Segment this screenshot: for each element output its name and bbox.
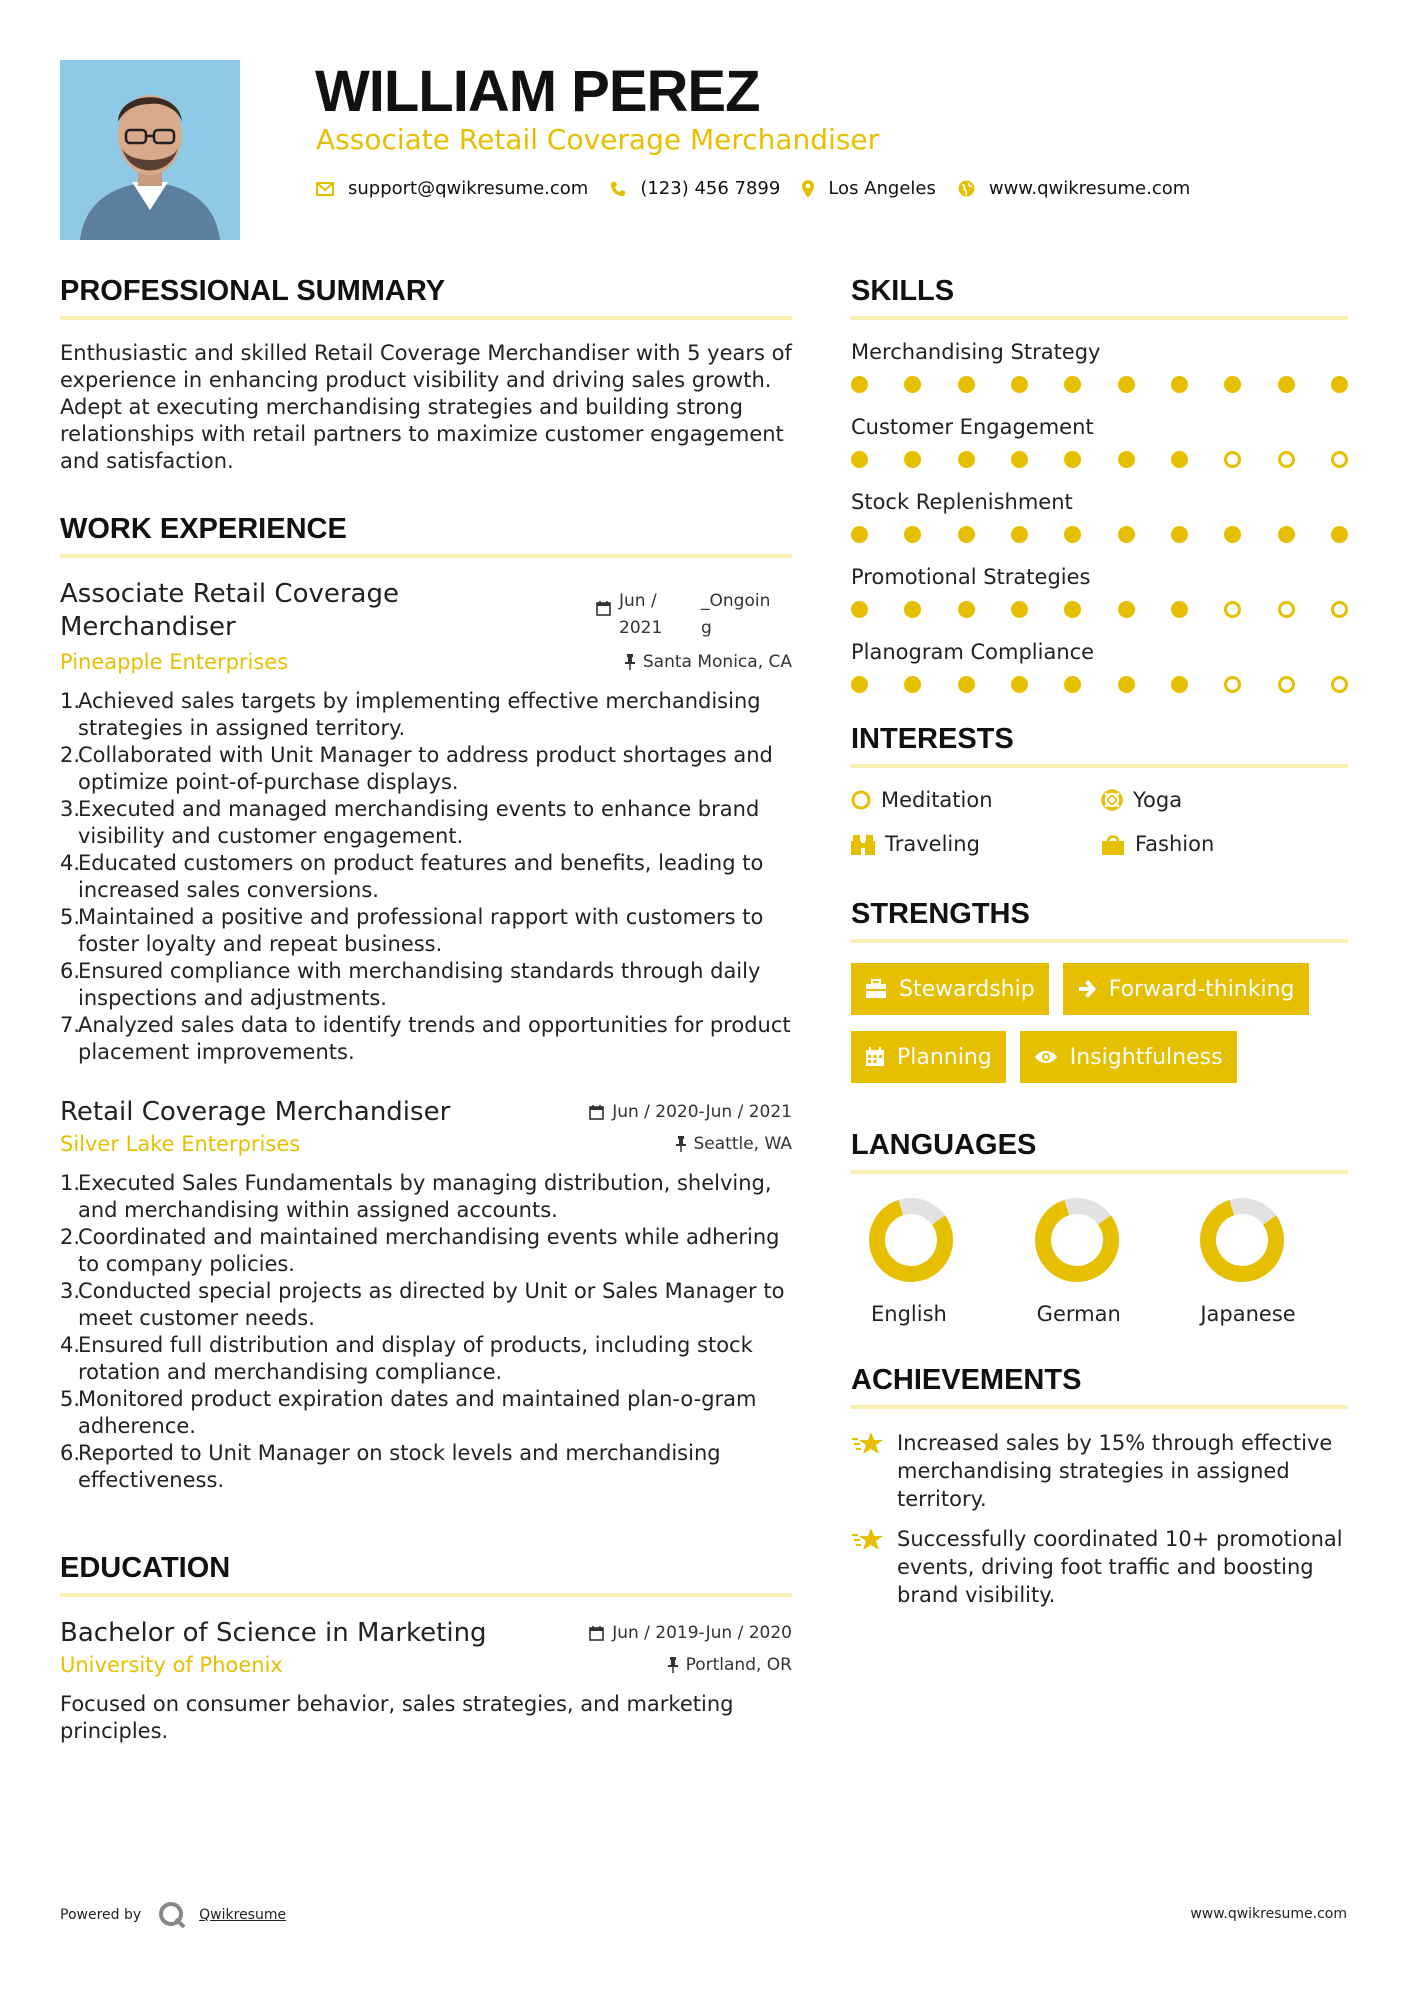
contact-email[interactable] xyxy=(316,178,588,199)
degree-title: Bachelor of Science in Marketing xyxy=(60,1618,487,1648)
rating-dot-filled xyxy=(1011,676,1028,693)
footer-url[interactable]: www.qwikresume.com xyxy=(1190,1906,1347,1922)
footer-powered-by xyxy=(60,1900,286,1930)
rating-dot-filled xyxy=(1064,376,1081,393)
job-entry xyxy=(60,1096,792,1494)
skill-name: Stock Replenishment xyxy=(851,490,1073,514)
language-donut xyxy=(851,1194,971,1290)
calendar-icon xyxy=(589,1625,604,1641)
experience-heading: WORK EXPERIENCE xyxy=(60,513,792,558)
rating-dot-empty xyxy=(1224,676,1241,693)
language-donut xyxy=(1182,1194,1302,1290)
skill-rating xyxy=(851,376,1348,393)
job-location xyxy=(625,652,792,672)
rating-dot-filled xyxy=(1064,526,1081,543)
rating-dot-filled xyxy=(1171,676,1188,693)
brand-link[interactable]: Qwikresume xyxy=(199,1907,287,1923)
rating-dot-filled xyxy=(1011,451,1028,468)
job-location-text: Seattle, WA xyxy=(693,1134,792,1154)
job-dates xyxy=(596,592,771,642)
rating-dot-filled xyxy=(904,676,921,693)
interest-item xyxy=(851,832,1101,856)
rating-dot-filled xyxy=(851,676,868,693)
list-item: 1. Achieved sales targets by implementing effective merchandising strategies in assigned territory. xyxy=(60,689,761,740)
rating-dot-filled xyxy=(1064,451,1081,468)
rating-dot-filled xyxy=(1224,376,1241,393)
strength-tag xyxy=(851,963,1049,1015)
summary-text: Enthusiastic and skilled Retail Coverage Merchandiser with 5 years of experience in enhancing product visibility and driving sales growth. Adept at executing merchandising strategies and building strong relationships with retail partners to maximize customer engagement and satisfaction. xyxy=(60,341,792,473)
rating-dot-filled xyxy=(904,451,921,468)
envelope-icon xyxy=(316,182,334,196)
interests-list xyxy=(851,788,1348,856)
strength-label: Forward-thinking xyxy=(1108,976,1295,1002)
calendar-icon xyxy=(589,1104,604,1120)
job-title: Retail Coverage Merchandiser xyxy=(60,1097,451,1127)
education-dates xyxy=(589,1623,792,1643)
job-company: Silver Lake Enterprises xyxy=(60,1132,301,1156)
list-item: 2. Coordinated and maintained merchandising events while adhering to company policies. xyxy=(60,1225,780,1276)
rating-dot-filled xyxy=(958,451,975,468)
achievement-text: Increased sales by 15% through effective merchandising strategies in assigned territory. xyxy=(897,1431,1333,1511)
job-title: Associate Retail Coverage Merchandiser xyxy=(60,579,399,642)
strength-label: Planning xyxy=(897,1044,992,1070)
rating-dot-filled xyxy=(904,601,921,618)
interest-label: Yoga xyxy=(1133,788,1183,812)
skill-rating xyxy=(851,676,1348,693)
contact-location xyxy=(802,178,936,199)
strength-tag xyxy=(1063,963,1309,1015)
rating-dot-filled xyxy=(1118,451,1135,468)
arrow-right-icon xyxy=(1077,979,1097,999)
email-text: support@qwikresume.com xyxy=(348,178,589,199)
job-dates xyxy=(589,1102,792,1122)
list-item: 5. Monitored product expiration dates and maintained plan-o-gram adherence. xyxy=(60,1387,757,1438)
interest-item xyxy=(1101,788,1348,812)
profile-photo xyxy=(60,60,240,240)
list-item: 6. Reported to Unit Manager on stock levels and merchandising effectiveness. xyxy=(60,1441,721,1492)
job-responsibilities xyxy=(60,1170,792,1494)
skill-rating xyxy=(851,451,1348,468)
rating-dot-filled xyxy=(904,376,921,393)
list-item: 1. Executed Sales Fundamentals by managing distribution, shelving, and merchandising within assigned accounts. xyxy=(60,1171,772,1222)
list-item: 4. Ensured full distribution and display of products, including stock rotation and merchandising compliance. xyxy=(60,1333,753,1384)
job-location-text: Santa Monica, CA xyxy=(642,652,792,672)
rating-dot-empty xyxy=(1278,676,1295,693)
skills-section xyxy=(851,275,1348,693)
skill-name: Promotional Strategies xyxy=(851,565,1091,589)
rating-dot-filled xyxy=(1224,526,1241,543)
qwikresume-logo-icon xyxy=(157,1900,187,1930)
language-label: Japanese xyxy=(1200,1302,1296,1326)
languages-list xyxy=(851,1194,1348,1326)
interests-heading: INTERESTS xyxy=(851,723,1348,768)
star-icon xyxy=(851,1431,885,1457)
language-label: English xyxy=(871,1302,947,1326)
rating-dot-filled xyxy=(1171,376,1188,393)
phone-icon xyxy=(610,181,626,197)
strength-tag xyxy=(1020,1031,1237,1083)
list-item: 6. Ensured compliance with merchandising standards through daily inspections and adjustments. xyxy=(60,959,761,1010)
rating-dot-filled xyxy=(851,601,868,618)
skill-rating xyxy=(851,526,1348,543)
left-column xyxy=(60,275,792,1745)
calendar-icon xyxy=(596,600,611,616)
rating-dot-filled xyxy=(958,601,975,618)
language-item xyxy=(1017,1194,1183,1326)
rating-dot-filled xyxy=(1118,526,1135,543)
achievements-heading: ACHIEVEMENTS xyxy=(851,1364,1348,1409)
job-date-text: Jun / 2020-Jun / 2021 xyxy=(612,1102,792,1122)
phone-text: (123) 456 7899 xyxy=(640,178,781,199)
skill-name: Merchandising Strategy xyxy=(851,340,1101,364)
list-item: 4. Educated customers on product features and benefits, leading to increased sales conversions. xyxy=(60,851,764,902)
job-date-end: _Ongoing xyxy=(701,591,771,638)
strength-label: Stewardship xyxy=(899,976,1035,1002)
achievements-section xyxy=(851,1364,1348,1609)
interest-label: Traveling xyxy=(885,832,980,856)
education-description: Focused on consumer behavior, sales strategies, and marketing principles. xyxy=(60,1692,734,1743)
languages-section xyxy=(851,1129,1348,1326)
language-item xyxy=(851,1194,1017,1326)
skill-rating xyxy=(851,601,1348,618)
rating-dot-filled xyxy=(1331,526,1348,543)
language-item xyxy=(1182,1194,1348,1326)
language-donut xyxy=(1017,1194,1137,1290)
rating-dot-empty xyxy=(1278,451,1295,468)
rating-dot-filled xyxy=(1171,601,1188,618)
interest-label: Fashion xyxy=(1135,832,1215,856)
interest-item xyxy=(1101,832,1348,856)
education-section xyxy=(60,1552,792,1745)
lifebuoy-icon xyxy=(1101,789,1123,811)
list-item: 3. Executed and managed merchandising events to enhance brand visibility and customer engagement. xyxy=(60,797,760,848)
achievement-item xyxy=(851,1525,1348,1609)
interests-section xyxy=(851,723,1348,856)
strengths-heading: STRENGTHS xyxy=(851,898,1348,943)
circle-icon xyxy=(851,790,871,810)
interest-item xyxy=(851,788,1101,812)
experience-section xyxy=(60,513,792,1494)
rating-dot-filled xyxy=(1171,526,1188,543)
globe-icon xyxy=(958,180,975,197)
job-entry xyxy=(60,578,792,1066)
contact-phone[interactable] xyxy=(610,178,780,199)
rating-dot-filled xyxy=(1278,376,1295,393)
list-item: 2. Collaborated with Unit Manager to address product shortages and optimize point-of-purchase displays. xyxy=(60,743,773,794)
strengths-list xyxy=(851,963,1348,1099)
list-item: 7. Analyzed sales data to identify trends and opportunities for product placement improvements. xyxy=(60,1013,791,1064)
eye-icon xyxy=(1034,1049,1058,1065)
job-location xyxy=(676,1134,793,1154)
rating-dot-filled xyxy=(958,376,975,393)
rating-dot-filled xyxy=(1118,676,1135,693)
summary-heading: PROFESSIONAL SUMMARY xyxy=(60,275,792,320)
rating-dot-empty xyxy=(1331,451,1348,468)
skill-name: Customer Engagement xyxy=(851,415,1094,439)
candidate-title: Associate Retail Coverage Merchandiser xyxy=(316,123,880,156)
rating-dot-filled xyxy=(1118,376,1135,393)
contact-website[interactable] xyxy=(958,178,1190,199)
rating-dot-filled xyxy=(1171,451,1188,468)
achievement-text: Successfully coordinated 10+ promotional events, driving foot traffic and boosting brand visibility. xyxy=(897,1527,1343,1607)
pin-icon xyxy=(668,1657,678,1673)
rating-dot-filled xyxy=(851,376,868,393)
powered-by-text: Powered by xyxy=(60,1907,142,1923)
pin-icon xyxy=(625,654,635,670)
rating-dot-filled xyxy=(1011,526,1028,543)
rating-dot-empty xyxy=(1331,601,1348,618)
language-label: German xyxy=(1036,1302,1121,1326)
rating-dot-filled xyxy=(1011,601,1028,618)
rating-dot-filled xyxy=(1118,601,1135,618)
star-icon xyxy=(851,1527,885,1553)
achievement-item xyxy=(851,1429,1348,1513)
job-company: Pineapple Enterprises xyxy=(60,650,289,674)
rating-dot-filled xyxy=(1064,676,1081,693)
skill-name: Planogram Compliance xyxy=(851,640,1095,664)
skills-list xyxy=(851,340,1348,693)
education-location xyxy=(668,1655,792,1675)
school-name: University of Phoenix xyxy=(60,1653,283,1677)
rating-dot-filled xyxy=(1278,526,1295,543)
rating-dot-filled xyxy=(1064,601,1081,618)
shopping-bag-icon xyxy=(1101,833,1125,855)
map-pin-icon xyxy=(802,180,814,198)
location-text: Los Angeles xyxy=(828,178,936,199)
calendar-icon xyxy=(865,1047,885,1067)
rating-dot-filled xyxy=(958,526,975,543)
rating-dot-filled xyxy=(904,526,921,543)
education-location-text: Portland, OR xyxy=(685,1655,792,1675)
rating-dot-filled xyxy=(1331,376,1348,393)
education-date-text: Jun / 2019-Jun / 2020 xyxy=(612,1623,792,1643)
strength-label: Insightfulness xyxy=(1069,1044,1223,1070)
pin-icon xyxy=(676,1136,686,1152)
interest-label: Meditation xyxy=(881,788,993,812)
contact-bar xyxy=(316,178,1212,199)
website-text: www.qwikresume.com xyxy=(988,178,1191,199)
strengths-section xyxy=(851,898,1348,1099)
job-date-start: Jun / 2021 xyxy=(619,591,663,638)
languages-heading: LANGUAGES xyxy=(851,1129,1348,1174)
rating-dot-filled xyxy=(851,526,868,543)
rating-dot-empty xyxy=(1278,601,1295,618)
binoculars-icon xyxy=(851,833,875,855)
right-column xyxy=(851,275,1348,1621)
list-item: 3. Conducted special projects as directed by Unit or Sales Manager to meet customer needs. xyxy=(60,1279,785,1330)
rating-dot-empty xyxy=(1331,676,1348,693)
strength-tag xyxy=(851,1031,1006,1083)
job-responsibilities xyxy=(60,688,792,1066)
rating-dot-empty xyxy=(1224,451,1241,468)
rating-dot-empty xyxy=(1224,601,1241,618)
candidate-name: WILLIAM PEREZ xyxy=(315,59,760,124)
education-heading: EDUCATION xyxy=(60,1552,792,1597)
skills-heading: SKILLS xyxy=(851,275,1348,320)
rating-dot-filled xyxy=(958,676,975,693)
list-item: 5. Maintained a positive and professional rapport with customers to foster loyalty and repeat business. xyxy=(60,905,764,956)
rating-dot-filled xyxy=(1011,376,1028,393)
briefcase-icon xyxy=(865,979,887,999)
rating-dot-filled xyxy=(851,451,868,468)
summary-section xyxy=(60,275,792,475)
